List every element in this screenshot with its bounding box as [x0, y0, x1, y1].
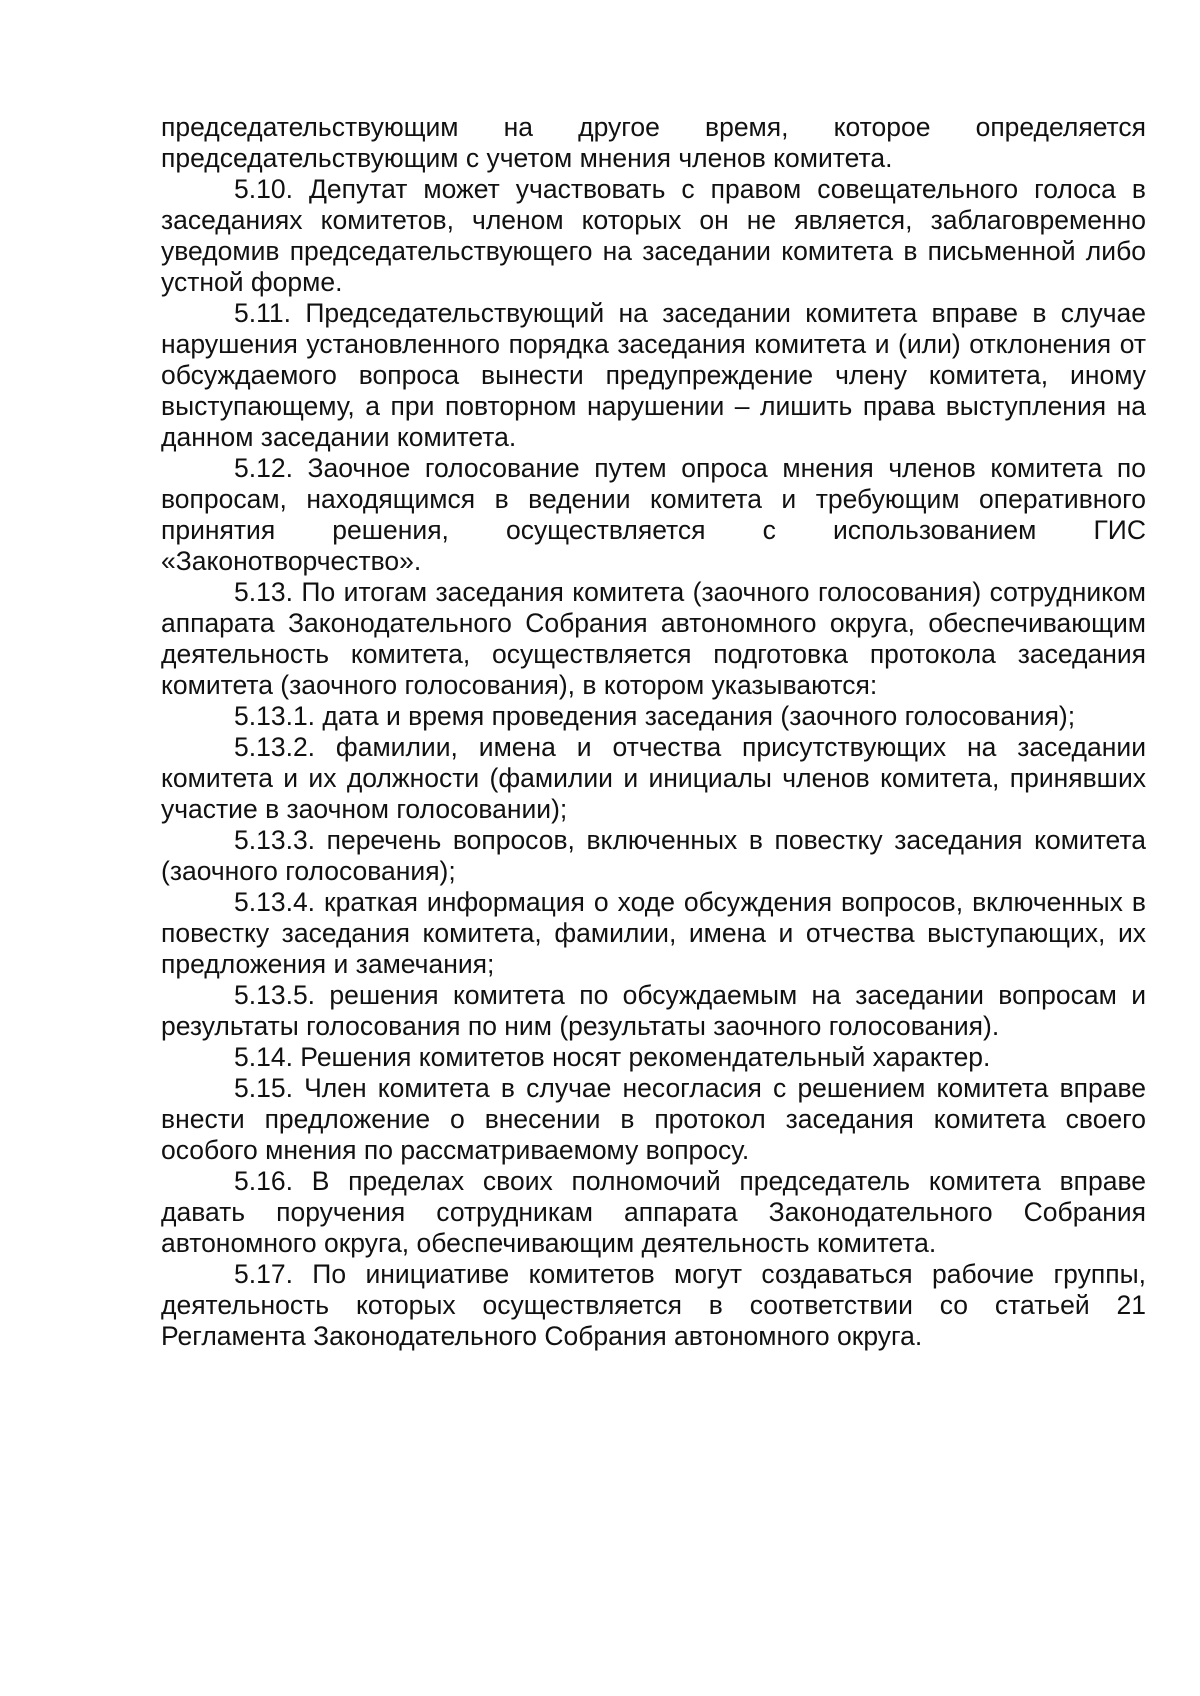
paragraph-5-15: 5.15. Член комитета в случае несогласия с решением комитета вправе внести предложение о внесении в протокол заседания комитета своего особого мнения по рассматриваемому вопросу.	[161, 1073, 1146, 1165]
paragraph-5-13-4: 5.13.4. краткая информация о ходе обсуждения вопросов, включенных в повестку заседания комитета, фамилии, имена и отчества выступающих, их предложения и замечания;	[161, 887, 1146, 979]
paragraph-continuation: председательствующим на другое время, которое определяется председательствующим с учетом мнения членов комитета.	[161, 112, 1146, 173]
paragraph-5-13: 5.13. По итогам заседания комитета (заочного голосования) сотрудником аппарата Законодательного Собрания автономного округа, обеспечивающим деятельность комитета, осуществляется подготовка протокола заседания комитета (заочного голосования), в котором указываются:	[161, 577, 1146, 700]
paragraph-5-16: 5.16. В пределах своих полномочий председатель комитета вправе давать поручения сотрудникам аппарата Законодательного Собрания автономного округа, обеспечивающим деятельность комитета.	[161, 1166, 1146, 1258]
paragraph-5-10: 5.10. Депутат может участвовать с правом совещательного голоса в заседаниях комитетов, членом которых он не является, заблаговременно уведомив председательствующего на заседании комитета в письменной либо устной форме.	[161, 174, 1146, 297]
paragraph-5-11: 5.11. Председательствующий на заседании комитета вправе в случае нарушения установленного порядка заседания комитета и (или) отклонения от обсуждаемого вопроса вынести предупреждение члену комитета, иному выступающему, а при повторном нарушении – лишить права выступления на данном заседании комитета.	[161, 298, 1146, 452]
paragraph-5-13-1: 5.13.1. дата и время проведения заседания (заочного голосования);	[234, 701, 1076, 731]
document-body	[161, 112, 1146, 1352]
paragraph-5-13-3: 5.13.3. перечень вопросов, включенных в повестку заседания комитета (заочного голосования);	[161, 825, 1146, 886]
paragraph-5-17: 5.17. По инициативе комитетов могут создаваться рабочие группы, деятельность которых осуществляется в соответствии со статьей 21 Регламента Законодательного Собрания автономного округа.	[161, 1259, 1146, 1351]
paragraph-5-13-5: 5.13.5. решения комитета по обсуждаемым на заседании вопросам и результаты голосования по ним (результаты заочного голосования).	[161, 980, 1146, 1041]
paragraph-5-14: 5.14. Решения комитетов носят рекомендательный характер.	[234, 1042, 991, 1072]
paragraph-5-12: 5.12. Заочное голосование путем опроса мнения членов комитета по вопросам, находящимся в ведении комитета и требующим оперативного принятия решения, осуществляется с использованием ГИС «Законотворчество».	[161, 453, 1146, 576]
paragraph-5-13-2: 5.13.2. фамилии, имена и отчества присутствующих на заседании комитета и их должности (фамилии и инициалы членов комитета, принявших участие в заочном голосовании);	[161, 732, 1146, 824]
